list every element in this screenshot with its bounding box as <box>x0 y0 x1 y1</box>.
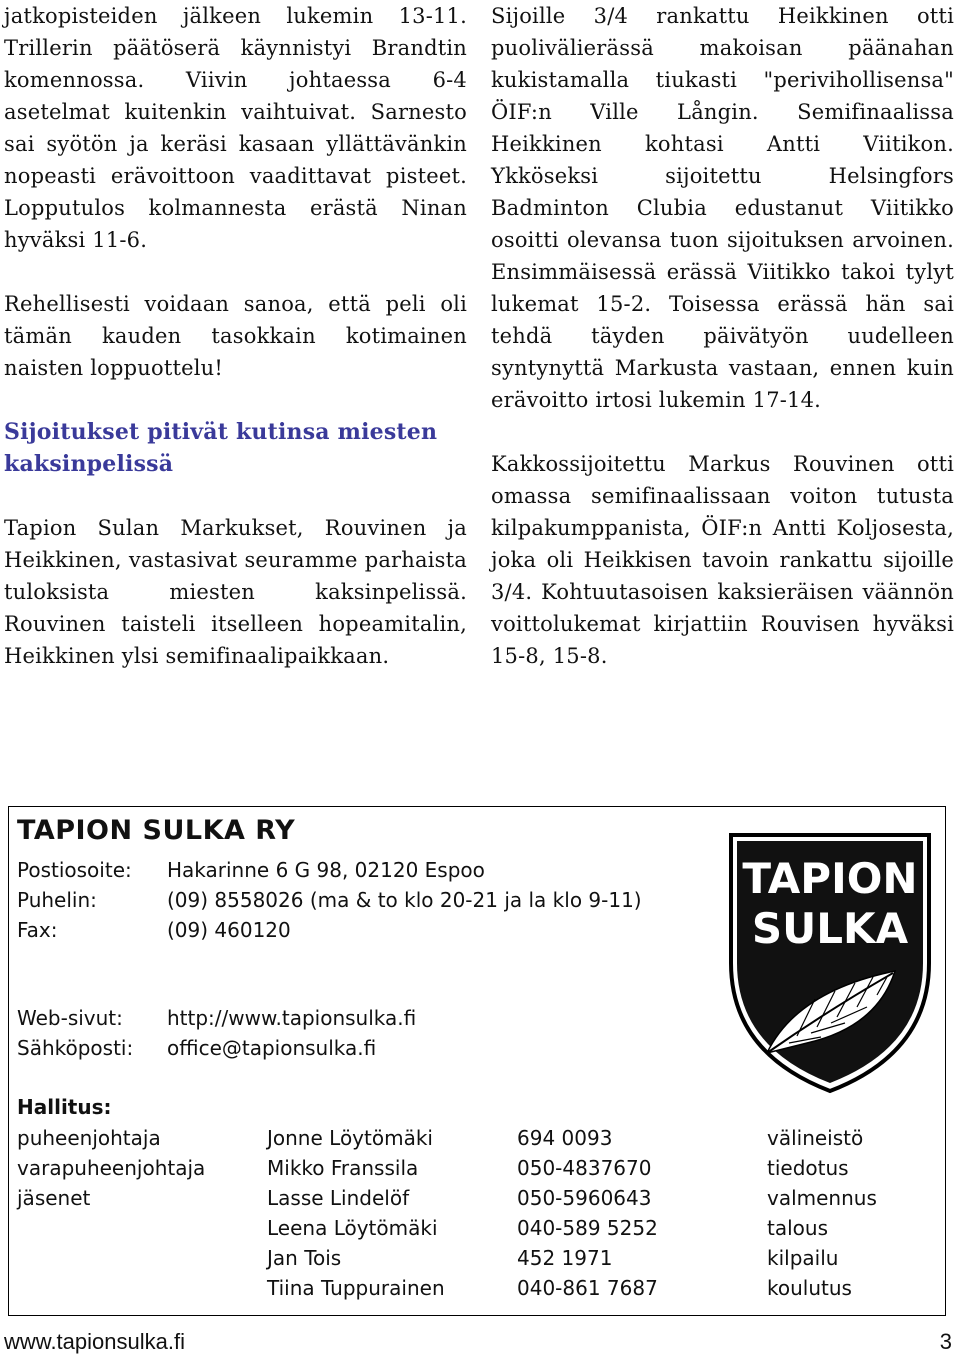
board-phone: 050-5960643 <box>517 1186 652 1210</box>
fax-label: Fax: <box>17 918 58 942</box>
board-duty: tiedotus <box>767 1156 849 1180</box>
right-column <box>491 0 954 672</box>
board-phone: 050-4837670 <box>517 1156 652 1180</box>
board-duty: kilpailu <box>767 1246 839 1270</box>
section-heading: Sijoitukset pitivät kutinsa miesten kaksinpelissä <box>4 419 438 477</box>
board-role: varapuheenjohtaja <box>17 1156 206 1180</box>
article-paragraph: jatkopisteiden jälkeen lukemin 13-11. Trillerin päätöserä käynnistyi Brandtin komennossa. Viivin johtaessa 6-4 asetelmat kuitenkin vaihtuivat. Sarnesto sai syötön ja keräsi kasaan yllättävänkin nopeasti erävoittoon vaadittavat pisteet. Lopputulos kolmannesta erästä Ninan hyväksi 11-6. <box>4 4 467 252</box>
board-phone: 040-861 7687 <box>517 1276 658 1300</box>
article-paragraph: Kakkossijoitettu Markus Rouvinen otti omassa semifinaalissaan voiton tutusta kilpakumppanista, ÖIF:n Antti Koljosesta, joka oli Heikkisen tavoin rankattu sijoille 3/4. Kohtuutasoisen kaksieräisen väännön voittolukemat kirjattiin Rouvisen hyväksi 15-8, 15-8. <box>491 452 954 668</box>
board-role: puheenjohtaja <box>17 1126 161 1150</box>
fax-row <box>17 915 291 945</box>
address-row <box>17 855 485 885</box>
board-duty: välineistö <box>767 1126 864 1150</box>
board-name: Jonne Löytömäki <box>267 1126 433 1150</box>
article-paragraph: Rehellisesti voidaan sanoa, että peli oli tämän kauden tasokkain kotimainen naisten loppuottelu! <box>4 292 467 380</box>
board-title: Hallitus: <box>17 1095 112 1119</box>
board-duty: talous <box>767 1216 828 1240</box>
phone-row <box>17 885 642 915</box>
board-roles <box>17 1123 205 1213</box>
board-role: jäsenet <box>17 1186 91 1210</box>
phone-label: Puhelin: <box>17 888 97 912</box>
board-name: Jan Tois <box>267 1246 342 1270</box>
board-name: Leena Löytömäki <box>267 1216 438 1240</box>
email-label: Sähköposti: <box>17 1036 134 1060</box>
fax-value: (09) 460120 <box>167 918 291 942</box>
article-paragraph: Sijoille 3/4 rankattu Heikkinen otti puolivälierässä makoisan päänahan kukistamalla tiukasti "perivihollisensa" ÖIF:n Ville Långin. Semifinaalissa Heikkinen kohtasi Antti Viitikon. Ykköseksi sijoitettu Helsingfors Badminton Clubia edustanut Viitikko osoitti olevansa tuon sijoituksen arvoinen. Ensimmäisessä erässä Viitikko takoi tylyt lukemat 15-2. Toisessa erässä hän sai tehdä täyden päivätyön uudelleen syntynyttä Markusta vastaan, ennen kuin erävoitto irtosi lukemin 17-14. <box>491 4 954 412</box>
left-column <box>4 0 467 672</box>
board-phone: 040-589 5252 <box>517 1216 658 1240</box>
board-phone: 452 1971 <box>517 1246 613 1270</box>
board-phones <box>517 1123 658 1303</box>
address-value: Hakarinne 6 G 98, 02120 Espoo <box>167 858 485 882</box>
board-names <box>267 1123 445 1303</box>
page-number: 3 <box>939 1329 952 1354</box>
page-footer <box>4 1327 952 1357</box>
board-name: Tiina Tuppurainen <box>267 1276 445 1300</box>
board-duty: koulutus <box>767 1276 852 1300</box>
board-duty: valmennus <box>767 1186 877 1210</box>
board-name: Lasse Lindelöf <box>267 1186 410 1210</box>
board-name: Mikko Franssila <box>267 1156 419 1180</box>
email-link[interactable]: office@tapionsulka.fi <box>167 1036 377 1060</box>
board-phone: 694 0093 <box>517 1126 613 1150</box>
club-name: TAPION SULKA RY <box>17 815 296 846</box>
address-label: Postiosoite: <box>17 858 132 882</box>
logo-text-bottom: SULKA <box>751 904 909 953</box>
phone-value: (09) 8558026 (ma & to klo 20-21 ja la klo 9-11) <box>167 888 642 912</box>
email-row <box>17 1033 376 1063</box>
web-row <box>17 1003 416 1033</box>
footer-url[interactable]: www.tapionsulka.fi <box>4 1329 185 1354</box>
board-duties <box>767 1123 877 1303</box>
club-info-box <box>8 806 946 1316</box>
club-logo <box>727 831 933 1095</box>
web-link[interactable]: http://www.tapionsulka.fi <box>167 1006 417 1030</box>
logo-text-top: TAPION <box>742 854 918 903</box>
web-label: Web-sivut: <box>17 1006 123 1030</box>
article-paragraph: Tapion Sulan Markukset, Rouvinen ja Heikkinen, vastasivat seuramme parhaista tuloksista miesten kaksinpelissä. Rouvinen taisteli itselleen hopeamitalin, Heikkinen ylsi semifinaalipaikkaan. <box>4 516 467 668</box>
